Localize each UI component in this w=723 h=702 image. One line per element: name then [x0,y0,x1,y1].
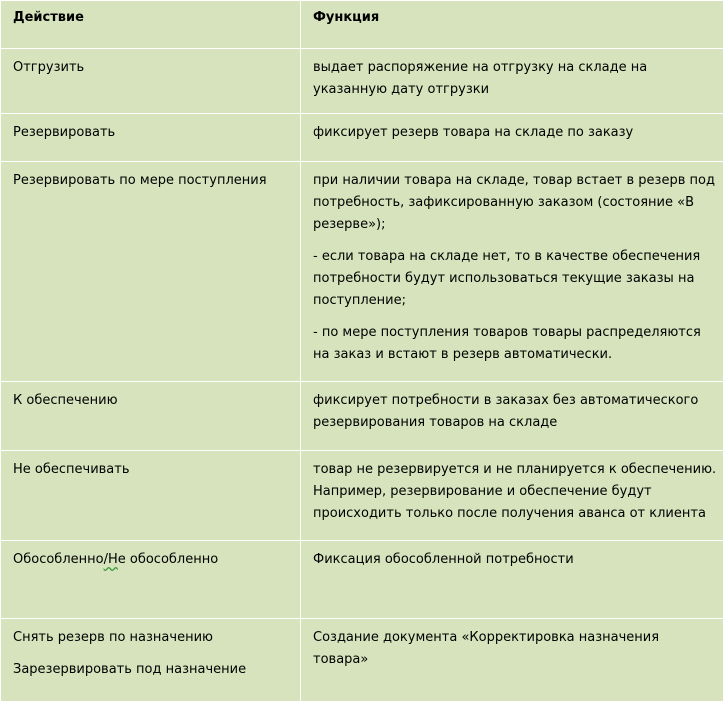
function-text: выдает распоряжение на отгрузку на складе на указанную дату отгрузки [313,57,717,101]
table-row [1,451,723,541]
table-row [1,382,723,451]
function-text: при наличии товара на складе, товар встает в резерв под потребность, зафиксированную заказом (состояние «В резерве»); [313,170,717,236]
function-text: - по мере поступления товаров товары распределяются на заказ и встают в резерв автоматически. [313,322,717,366]
header-action: Действие [1,1,301,49]
header-function: Функция [301,1,723,49]
action-text: Резервировать [13,122,294,144]
function-text: Создание документа «Корректировка назначения товара» [313,627,717,671]
table-row [1,114,723,162]
table-row [1,49,723,114]
spellcheck-underline: /Н [104,552,118,567]
action-cell [1,49,301,114]
table-header-row [1,1,723,49]
function-text: фиксирует потребности в заказах без автоматического резервирования товаров на складе [313,390,717,434]
action-text: К обеспечению [13,390,294,412]
action-cell [1,451,301,541]
action-text: Зарезервировать под назначение [13,659,294,681]
table-row [1,619,723,702]
function-text: Фиксация обособленной потребности [313,549,717,571]
function-cell [301,49,723,114]
action-text [13,549,294,571]
action-text: Снять резерв по назначению [13,627,294,649]
function-cell [301,451,723,541]
action-cell [1,382,301,451]
table-row [1,541,723,619]
function-cell [301,619,723,702]
action-cell [1,162,301,382]
function-text: товар не резервируется и не планируется к обеспечению. Например, резервирование и обеспечение будут происходить только после получения аванса от клиента [313,459,717,525]
action-text-part: е обособленно [118,552,218,567]
function-cell [301,162,723,382]
action-text-part: Обособленно [13,552,104,567]
action-text: Не обеспечивать [13,459,294,481]
function-text: фиксирует резерв товара на складе по заказу [313,122,717,144]
function-cell [301,541,723,619]
function-cell [301,114,723,162]
action-cell [1,619,301,702]
action-text: Резервировать по мере поступления [13,170,294,192]
function-cell [301,382,723,451]
action-cell [1,541,301,619]
function-text: - если товара на складе нет, то в качестве обеспечения потребности будут использоваться текущие заказы на поступление; [313,246,717,312]
table-row [1,162,723,382]
action-text: Отгрузить [13,57,294,79]
action-cell [1,114,301,162]
